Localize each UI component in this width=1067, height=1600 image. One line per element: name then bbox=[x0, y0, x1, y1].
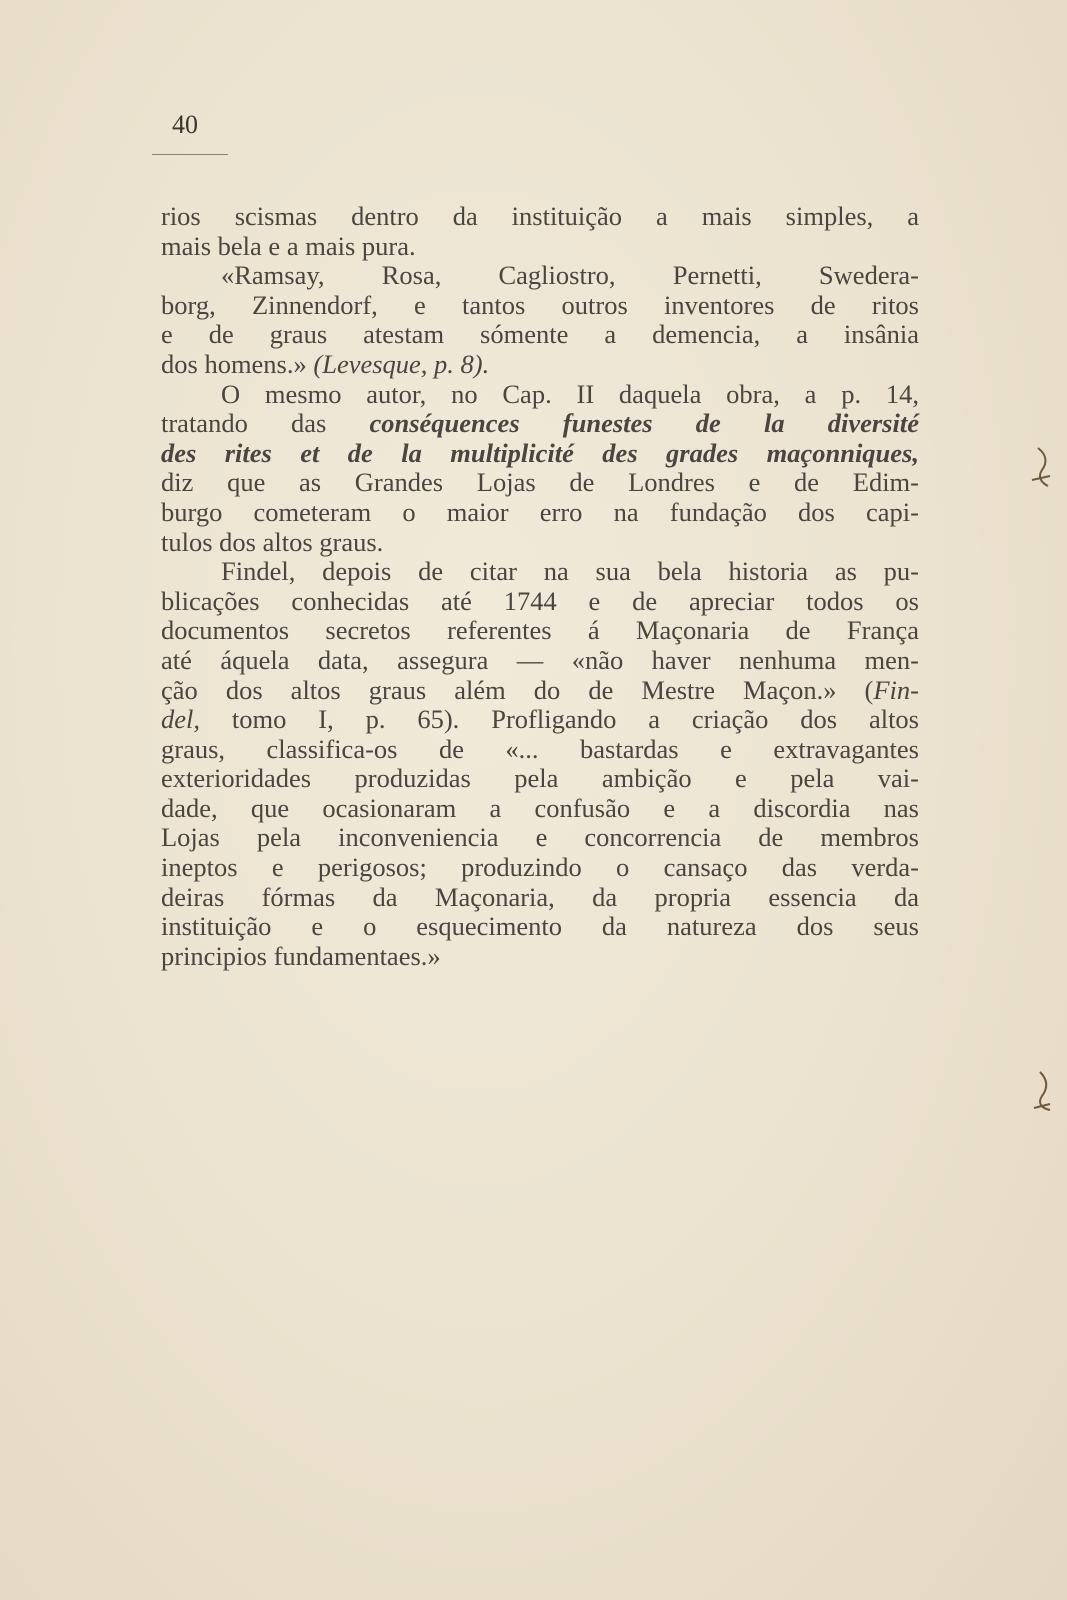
text-line: des rites et de la multiplicité des grades maçonniques, bbox=[161, 437, 919, 468]
text-line: burgo cometeram o maior erro na fundação dos capi- bbox=[161, 496, 919, 527]
text-line: deiras fórmas da Maçonaria, da propria essencia da bbox=[161, 881, 919, 912]
text-line: dos homens.» (Levesque, p. 8). bbox=[161, 348, 490, 379]
text-line: mais bela e a mais pura. bbox=[161, 230, 416, 261]
text-line: exterioridades produzidas pela ambição e pela vai- bbox=[161, 763, 919, 794]
text-line: del, tomo I, p. 65). Profligando a criação dos altos bbox=[161, 704, 919, 735]
text-line: diz que as Grandes Lojas de Londres e de Edim- bbox=[161, 467, 919, 498]
text-line: documentos secretos referentes á Maçonaria de França bbox=[161, 615, 919, 646]
page-number: 40 bbox=[172, 110, 198, 139]
text-line: principios fundamentaes.» bbox=[161, 940, 441, 971]
text-line: rios scismas dentro da instituição a mais simples, a bbox=[161, 201, 919, 231]
text-line: «Ramsay, Rosa, Cagliostro, Pernetti, Swedera- bbox=[221, 260, 919, 291]
text-line: até áquela data, assegura — «não haver nenhuma men- bbox=[161, 644, 919, 675]
text-line: blicações conhecidas até 1744 e de apreciar todos os bbox=[161, 585, 919, 616]
text-line: graus, classifica-os de «... bastardas e extravagantes bbox=[161, 733, 919, 764]
text-line: borg, Zinnendorf, e tantos outros inventores de ritos bbox=[161, 289, 919, 320]
text-line: instituição e o esquecimento da natureza dos seus bbox=[161, 911, 919, 942]
text-line: Findel, depois de citar na sua bela historia as pu- bbox=[221, 556, 919, 587]
text-line: e de graus atestam sómente a demencia, a insânia bbox=[161, 319, 919, 350]
text-line: ção dos altos graus além do de Mestre Maçon.» (Fin- bbox=[161, 674, 919, 705]
binding-stitch-mark-upper bbox=[1028, 446, 1058, 490]
text-line: dade, que ocasionaram a confusão e a discordia nas bbox=[161, 792, 919, 823]
body-text bbox=[161, 202, 919, 971]
text-line: ineptos e perigosos; produzindo o cansaço das verda- bbox=[161, 852, 919, 883]
binding-stitch-mark-lower bbox=[1028, 1070, 1058, 1114]
text-line: tratando das conséquences funestes de la diversité bbox=[161, 408, 919, 439]
text-line: tulos dos altos graus. bbox=[161, 526, 384, 557]
header-rule bbox=[152, 154, 228, 155]
text-line: Lojas pela inconveniencia e concorrencia de membros bbox=[161, 822, 919, 853]
text-line: O mesmo autor, no Cap. II daquela obra, a p. 14, bbox=[221, 378, 919, 409]
